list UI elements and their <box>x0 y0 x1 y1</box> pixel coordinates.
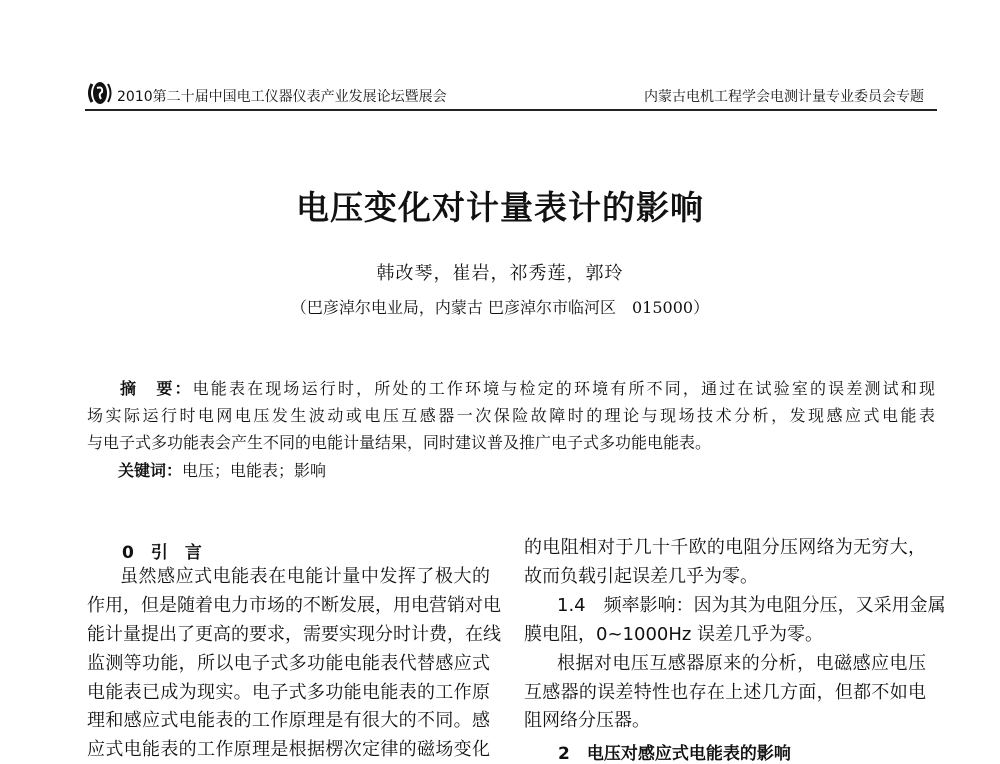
keywords <box>118 458 326 481</box>
header-special-topic: 内蒙古电机工程学会电测计量专业委员会专题 <box>644 89 924 105</box>
paragraph-line: 的电阻相对于几十千欧的电阻分压网络为无穷大， <box>524 537 926 558</box>
affiliation: （巴彦淖尔电业局，内蒙古 巴彦淖尔市临河区 015000） <box>290 298 710 317</box>
paragraph-line: 膜电阻，0~1000Hz 误差几乎为零。 <box>524 624 824 645</box>
paragraph-line: 根据对电压互感器原来的分析，电磁感应电压 <box>557 653 926 674</box>
paragraph-line: 理和感应式电能表的工作原理是有很大的不同。感 <box>87 710 490 731</box>
section-heading: 0 引 言 <box>122 543 202 563</box>
paragraph-line: 1.4 频率影响：因为其为电阻分压，又采用金属 <box>557 595 946 616</box>
header-divider <box>85 109 937 111</box>
abstract-line: 场实际运行时电网电压发生波动或电压互感器一次保险故障时的理论与现场技术分析，发现感应式电能表 <box>87 406 935 425</box>
paragraph-line: 虽然感应式电能表在电能计量中发挥了极大的 <box>120 566 490 587</box>
abstract-line: 摘 要：电能表在现场运行时，所处的工作环境与检定的环境有所不同，通过在试验室的误差测试和现 <box>120 379 935 398</box>
paragraph-line: 应式电能表的工作原理是根据楞次定律的磁场变化 <box>87 739 490 760</box>
paragraph-line: 能计量提出了更高的要求，需要实现分时计费，在线 <box>87 624 501 645</box>
section-heading: 2 电压对感应式电能表的影响 <box>558 744 791 764</box>
keywords-value: 电压；电能表；影响 <box>182 461 327 480</box>
paragraph-line: 电能表已成为现实。电子式多功能电能表的工作原 <box>87 682 490 703</box>
header-conference-name: 2010第二十届中国电工仪器仪表产业发展论坛暨展会 <box>117 89 447 105</box>
paragraph-line: 互感器的误差特性也存在上述几方面，但都不如电 <box>524 682 926 703</box>
abstract-line: 与电子式多功能表会产生不同的电能计量结果，同时建议普及推广电子式多功能电能表。 <box>87 433 712 452</box>
authors: 韩改琴，崔岩，祁秀莲，郭玲 <box>376 263 624 284</box>
paragraph-line: 故而负载引起误差几乎为零。 <box>524 566 758 587</box>
page-title: 电压变化对计量表计的影响 <box>296 188 704 227</box>
keywords-label: 关键词： <box>118 461 183 480</box>
paragraph-line: 作用，但是随着电力市场的不断发展，用电营销对电 <box>87 595 501 616</box>
conference-logo-icon <box>86 80 114 106</box>
paragraph-line: 监测等功能，所以电子式多功能电能表代替感应式 <box>87 653 490 674</box>
abstract-label: 摘 要： <box>120 379 193 398</box>
paragraph-line: 阻网络分压器。 <box>524 710 650 731</box>
